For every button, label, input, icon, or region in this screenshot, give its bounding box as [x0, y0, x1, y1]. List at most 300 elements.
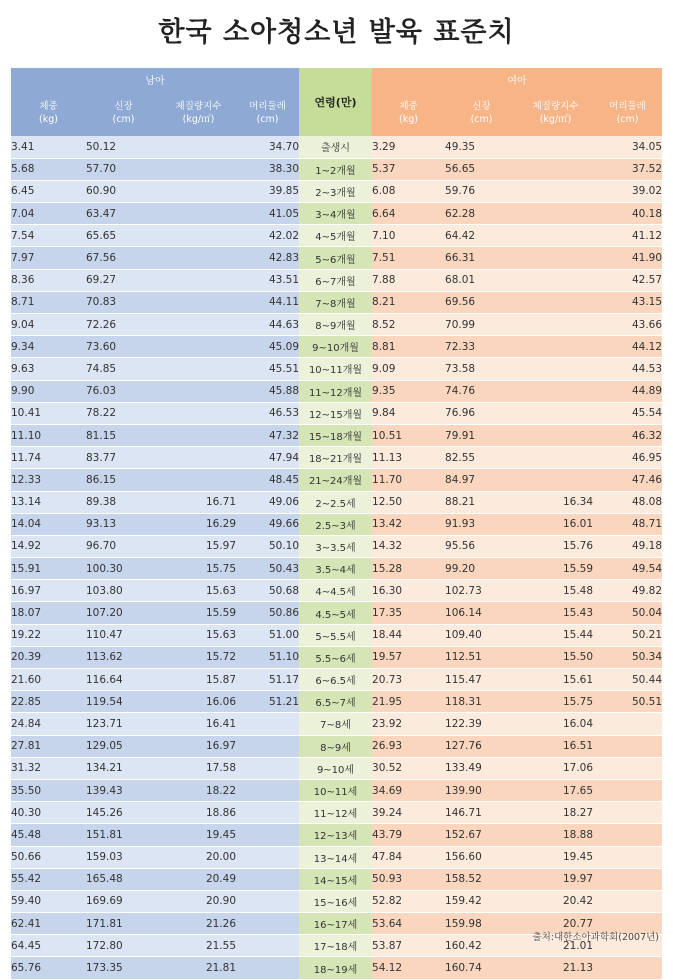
girl-bmi-cell: 16.34 [518, 491, 593, 513]
girl-weight-cell: 30.52 [372, 757, 445, 779]
boy-bmi-cell [161, 203, 236, 225]
boy-height-cell: 93.13 [86, 513, 161, 535]
boy-height-cell: 151.81 [86, 824, 161, 846]
girl-height-cell: 109.40 [445, 624, 518, 646]
header-label: 체중 [399, 101, 418, 112]
age-cell: 16~17세 [299, 913, 372, 935]
girl-bmi-cell: 15.50 [518, 646, 593, 668]
boy-bmi-cell: 15.63 [161, 624, 236, 646]
girl-bmi-cell: 15.61 [518, 669, 593, 691]
girl-bmi-cell [518, 402, 593, 424]
boy-weight-cell: 14.92 [11, 535, 86, 557]
girl-weight-cell: 34.69 [372, 779, 445, 801]
girl-head-cell: 50.04 [593, 602, 662, 624]
girl-head-cell: 39.02 [593, 180, 662, 202]
boy-bmi-cell: 16.06 [161, 691, 236, 713]
header-unit: (cm) [616, 114, 639, 125]
boy-weight-cell: 16.97 [11, 580, 86, 602]
girl-head-cell: 40.18 [593, 203, 662, 225]
boy-head-cell: 50.10 [236, 535, 299, 557]
boy-head-cell: 51.21 [236, 691, 299, 713]
girl-weight-cell: 5.37 [372, 158, 445, 180]
boy-weight-cell: 8.71 [11, 291, 86, 313]
girl-weight-cell: 6.08 [372, 180, 445, 202]
boy-weight-cell: 45.48 [11, 824, 86, 846]
table-row [11, 469, 662, 491]
girl-weight-cell: 7.51 [372, 247, 445, 269]
girl-weight-cell: 15.28 [372, 558, 445, 580]
boy-height-cell: 50.12 [86, 136, 161, 158]
age-cell: 13~14세 [299, 846, 372, 868]
girl-bmi-cell: 15.75 [518, 691, 593, 713]
boy-height-cell: 70.83 [86, 291, 161, 313]
boy-weight-cell: 7.97 [11, 247, 86, 269]
girl-weight-cell: 20.73 [372, 669, 445, 691]
girl-head-cell [593, 802, 662, 824]
girl-height-cell: 69.56 [445, 291, 518, 313]
header-label: 머리둘레 [609, 101, 646, 112]
boy-weight-cell: 64.45 [11, 935, 86, 957]
boy-height-cell: 173.35 [86, 957, 161, 979]
girl-height-cell: 158.52 [445, 868, 518, 890]
girl-head-cell: 46.95 [593, 447, 662, 469]
boy-weight-cell: 8.36 [11, 269, 86, 291]
boy-weight-cell: 14.04 [11, 513, 86, 535]
boy-height-cell: 171.81 [86, 913, 161, 935]
table-row [11, 158, 662, 180]
boy-head-cell: 49.66 [236, 513, 299, 535]
boy-weight-cell: 50.66 [11, 846, 86, 868]
girl-head-cell [593, 735, 662, 757]
age-cell: 6~6.5세 [299, 669, 372, 691]
girl-bmi-cell: 20.42 [518, 890, 593, 912]
girl-weight-cell: 17.35 [372, 602, 445, 624]
boy-head-cell: 42.83 [236, 247, 299, 269]
girl-height-cell: 74.76 [445, 380, 518, 402]
girl-weight-cell: 52.82 [372, 890, 445, 912]
girl-height-cell: 72.33 [445, 336, 518, 358]
table-row [11, 735, 662, 757]
girl-weight-header [372, 90, 445, 136]
boy-weight-cell: 20.39 [11, 646, 86, 668]
boy-height-cell: 113.62 [86, 646, 161, 668]
girl-weight-cell: 50.93 [372, 868, 445, 890]
boy-weight-cell: 65.76 [11, 957, 86, 979]
boy-bmi-cell: 20.90 [161, 890, 236, 912]
girl-head-cell: 34.05 [593, 136, 662, 158]
girl-bmi-cell: 17.06 [518, 757, 593, 779]
boy-height-cell: 159.03 [86, 846, 161, 868]
boy-height-cell: 65.65 [86, 225, 161, 247]
boy-height-cell: 116.64 [86, 669, 161, 691]
age-cell: 4~4.5세 [299, 580, 372, 602]
boy-height-cell: 60.90 [86, 180, 161, 202]
boy-head-cell: 38.30 [236, 158, 299, 180]
table-row [11, 291, 662, 313]
girl-bmi-cell: 18.88 [518, 824, 593, 846]
table-row [11, 491, 662, 513]
header-unit: (kg) [399, 114, 418, 125]
girl-weight-cell: 11.13 [372, 447, 445, 469]
girl-height-cell: 156.60 [445, 846, 518, 868]
age-cell: 5.5~6세 [299, 646, 372, 668]
boy-bmi-cell: 21.55 [161, 935, 236, 957]
boy-head-cell: 49.06 [236, 491, 299, 513]
table-row [11, 890, 662, 912]
girl-bmi-cell: 16.01 [518, 513, 593, 535]
girl-height-cell: 49.35 [445, 136, 518, 158]
boy-weight-cell: 19.22 [11, 624, 86, 646]
girl-height-cell: 112.51 [445, 646, 518, 668]
girl-weight-cell: 7.10 [372, 225, 445, 247]
age-cell: 3~4개월 [299, 203, 372, 225]
age-cell: 10~11세 [299, 779, 372, 801]
girl-bmi-cell: 19.97 [518, 868, 593, 890]
girl-height-cell: 99.20 [445, 558, 518, 580]
boy-head-cell: 34.70 [236, 136, 299, 158]
girl-bmi-cell [518, 291, 593, 313]
girl-head-cell: 46.32 [593, 424, 662, 446]
boy-weight-cell: 15.91 [11, 558, 86, 580]
boy-head-cell: 50.86 [236, 602, 299, 624]
girl-bmi-cell [518, 203, 593, 225]
age-cell: 18~19세 [299, 957, 372, 979]
age-cell: 3.5~4세 [299, 558, 372, 580]
boy-weight-header [11, 90, 86, 136]
girl-weight-cell: 18.44 [372, 624, 445, 646]
header-unit: (cm) [112, 114, 135, 125]
boy-weight-cell: 62.41 [11, 913, 86, 935]
girl-height-cell: 152.67 [445, 824, 518, 846]
age-cell: 9~10세 [299, 757, 372, 779]
boy-bmi-cell [161, 247, 236, 269]
boy-head-cell [236, 824, 299, 846]
boy-height-cell: 172.80 [86, 935, 161, 957]
growth-standards-table [11, 68, 662, 980]
girl-height-cell: 95.56 [445, 535, 518, 557]
girl-weight-cell: 3.29 [372, 136, 445, 158]
boy-weight-cell: 22.85 [11, 691, 86, 713]
header-label: 체중 [39, 101, 58, 112]
girl-bmi-cell: 15.76 [518, 535, 593, 557]
boy-bmi-cell [161, 180, 236, 202]
girl-height-cell: 68.01 [445, 269, 518, 291]
girl-height-cell: 82.55 [445, 447, 518, 469]
age-cell: 8~9세 [299, 735, 372, 757]
boy-head-cell: 51.00 [236, 624, 299, 646]
girl-weight-cell: 9.84 [372, 402, 445, 424]
age-cell: 11~12세 [299, 802, 372, 824]
girl-head-cell: 50.51 [593, 691, 662, 713]
boy-bmi-cell [161, 336, 236, 358]
girl-group-header: 여아 [372, 68, 662, 90]
source-note: 출처:대한소아과학회(2007년) [532, 932, 659, 943]
age-cell: 15~18개월 [299, 424, 372, 446]
girl-bmi-cell [518, 447, 593, 469]
boy-height-cell: 110.47 [86, 624, 161, 646]
girl-head-cell: 50.34 [593, 646, 662, 668]
boy-head-cell: 50.68 [236, 580, 299, 602]
boy-height-cell: 81.15 [86, 424, 161, 446]
girl-head-cell [593, 868, 662, 890]
table-row [11, 136, 662, 158]
girl-bmi-cell [518, 158, 593, 180]
girl-height-cell: 160.74 [445, 957, 518, 979]
boy-bmi-cell: 15.72 [161, 646, 236, 668]
girl-head-cell [593, 846, 662, 868]
age-cell: 4~5개월 [299, 225, 372, 247]
boy-bmi-cell: 20.00 [161, 846, 236, 868]
boy-head-cell: 42.02 [236, 225, 299, 247]
boy-bmi-cell: 16.71 [161, 491, 236, 513]
table-row [11, 558, 662, 580]
boy-weight-cell: 12.33 [11, 469, 86, 491]
girl-height-cell: 159.42 [445, 890, 518, 912]
girl-height-cell: 122.39 [445, 713, 518, 735]
boy-head-cell: 44.63 [236, 314, 299, 336]
header-label: 신장 [472, 101, 491, 112]
girl-bmi-cell [518, 336, 593, 358]
girl-bmi-cell [518, 314, 593, 336]
boy-weight-cell: 9.90 [11, 380, 86, 402]
age-cell: 10~11개월 [299, 358, 372, 380]
girl-bmi-cell [518, 269, 593, 291]
boy-height-cell: 165.48 [86, 868, 161, 890]
boy-height-cell: 107.20 [86, 602, 161, 624]
girl-weight-cell: 7.88 [372, 269, 445, 291]
boy-weight-cell: 13.14 [11, 491, 86, 513]
girl-bmi-cell [518, 469, 593, 491]
boy-weight-cell: 9.34 [11, 336, 86, 358]
boy-head-cell: 47.94 [236, 447, 299, 469]
boy-bmi-cell: 19.45 [161, 824, 236, 846]
girl-height-cell: 139.90 [445, 779, 518, 801]
girl-head-cell: 44.12 [593, 336, 662, 358]
age-cell: 17~18세 [299, 935, 372, 957]
boy-bmi-cell: 21.26 [161, 913, 236, 935]
age-cell: 8~9개월 [299, 314, 372, 336]
boy-head-cell: 47.32 [236, 424, 299, 446]
girl-head-cell: 44.89 [593, 380, 662, 402]
girl-height-cell: 118.31 [445, 691, 518, 713]
boy-bmi-cell [161, 158, 236, 180]
boy-head-cell [236, 713, 299, 735]
header-unit: (kg/㎡) [182, 114, 215, 125]
girl-weight-cell: 13.42 [372, 513, 445, 535]
girl-height-cell: 115.47 [445, 669, 518, 691]
age-cell: 18~21개월 [299, 447, 372, 469]
table-row [11, 402, 662, 424]
girl-height-cell: 64.42 [445, 225, 518, 247]
boy-height-cell: 67.56 [86, 247, 161, 269]
table-row [11, 868, 662, 890]
table-row [11, 447, 662, 469]
boy-weight-cell: 24.84 [11, 713, 86, 735]
table-row [11, 646, 662, 668]
girl-head-cell: 41.90 [593, 247, 662, 269]
boy-head-cell [236, 802, 299, 824]
boy-head-cell [236, 935, 299, 957]
girl-head-cell: 50.21 [593, 624, 662, 646]
girl-height-cell: 56.65 [445, 158, 518, 180]
boy-weight-cell: 9.63 [11, 358, 86, 380]
boy-head-cell: 46.53 [236, 402, 299, 424]
boy-bmi-cell: 15.63 [161, 580, 236, 602]
boy-height-cell: 63.47 [86, 203, 161, 225]
boy-bmi-cell [161, 469, 236, 491]
boy-head-cell: 43.51 [236, 269, 299, 291]
table-row [11, 513, 662, 535]
boy-bmi-cell [161, 291, 236, 313]
girl-height-cell: 62.28 [445, 203, 518, 225]
girl-weight-cell: 8.81 [372, 336, 445, 358]
girl-bmi-cell: 19.45 [518, 846, 593, 868]
boy-height-cell: 78.22 [86, 402, 161, 424]
boy-bmi-cell: 18.22 [161, 779, 236, 801]
age-cell: 2~3개월 [299, 180, 372, 202]
girl-bmi-cell: 18.27 [518, 802, 593, 824]
boy-bmi-cell [161, 424, 236, 446]
age-cell: 6~7개월 [299, 269, 372, 291]
age-cell: 5~6개월 [299, 247, 372, 269]
age-cell: 7~8세 [299, 713, 372, 735]
girl-bmi-cell [518, 358, 593, 380]
girl-bmi-cell: 16.51 [518, 735, 593, 757]
boy-bmi-cell: 21.81 [161, 957, 236, 979]
boy-height-cell: 145.26 [86, 802, 161, 824]
girl-bmi-cell [518, 225, 593, 247]
boy-weight-cell: 11.74 [11, 447, 86, 469]
girl-bmi-cell [518, 380, 593, 402]
girl-head-cell: 44.53 [593, 358, 662, 380]
boy-weight-cell: 11.10 [11, 424, 86, 446]
table-row [11, 180, 662, 202]
girl-weight-cell: 53.87 [372, 935, 445, 957]
girl-weight-cell: 54.12 [372, 957, 445, 979]
girl-height-cell: 146.71 [445, 802, 518, 824]
girl-head-cell: 49.54 [593, 558, 662, 580]
boy-head-cell [236, 846, 299, 868]
age-header: 연령(만) [299, 68, 372, 136]
boy-head-cell [236, 913, 299, 935]
table-body [11, 136, 662, 979]
girl-bmi-cell [518, 180, 593, 202]
boy-weight-cell: 9.04 [11, 314, 86, 336]
boy-group-header: 남아 [11, 68, 299, 90]
girl-height-header [445, 90, 518, 136]
girl-height-cell: 59.76 [445, 180, 518, 202]
girl-weight-cell: 8.21 [372, 291, 445, 313]
table-row [11, 336, 662, 358]
boy-weight-cell: 18.07 [11, 602, 86, 624]
girl-bmi-cell [518, 136, 593, 158]
age-cell: 14~15세 [299, 868, 372, 890]
girl-height-cell: 133.49 [445, 757, 518, 779]
girl-height-cell: 84.97 [445, 469, 518, 491]
girl-head-cell [593, 757, 662, 779]
age-cell: 6.5~7세 [299, 691, 372, 713]
boy-height-cell: 123.71 [86, 713, 161, 735]
girl-height-cell: 127.76 [445, 735, 518, 757]
table-row [11, 779, 662, 801]
girl-bmi-cell [518, 424, 593, 446]
boy-head-cell: 51.17 [236, 669, 299, 691]
girl-head-cell: 43.66 [593, 314, 662, 336]
age-cell: 12~13세 [299, 824, 372, 846]
girl-bmi-cell: 21.13 [518, 957, 593, 979]
boy-bmi-cell [161, 402, 236, 424]
boy-head-cell: 45.88 [236, 380, 299, 402]
boy-head-cell: 45.51 [236, 358, 299, 380]
boy-bmi-cell: 15.87 [161, 669, 236, 691]
boy-weight-cell: 35.50 [11, 779, 86, 801]
boy-bmi-cell: 16.97 [161, 735, 236, 757]
table-row [11, 225, 662, 247]
girl-weight-cell: 53.64 [372, 913, 445, 935]
girl-bmi-header [518, 90, 593, 136]
boy-bmi-cell [161, 225, 236, 247]
boy-head-cell [236, 779, 299, 801]
age-cell: 3~3.5세 [299, 535, 372, 557]
girl-height-cell: 88.21 [445, 491, 518, 513]
header-label: 체질량지수 [175, 101, 222, 112]
boy-bmi-cell: 15.97 [161, 535, 236, 557]
boy-bmi-cell: 16.41 [161, 713, 236, 735]
girl-head-cell: 47.46 [593, 469, 662, 491]
boy-head-cell: 39.85 [236, 180, 299, 202]
table-row [11, 203, 662, 225]
girl-head-cell: 48.08 [593, 491, 662, 513]
boy-weight-cell: 10.41 [11, 402, 86, 424]
boy-weight-cell: 7.54 [11, 225, 86, 247]
header-label: 머리둘레 [249, 101, 286, 112]
girl-weight-cell: 9.35 [372, 380, 445, 402]
boy-height-cell: 57.70 [86, 158, 161, 180]
boy-bmi-cell [161, 314, 236, 336]
age-cell: 12~15개월 [299, 402, 372, 424]
boy-height-cell: 76.03 [86, 380, 161, 402]
age-cell: 11~12개월 [299, 380, 372, 402]
boy-weight-cell: 7.04 [11, 203, 86, 225]
age-cell: 7~8개월 [299, 291, 372, 313]
age-cell: 1~2개월 [299, 158, 372, 180]
girl-weight-cell: 14.32 [372, 535, 445, 557]
table-row [11, 757, 662, 779]
girl-head-cell [593, 779, 662, 801]
boy-head-cell: 44.11 [236, 291, 299, 313]
table-row [11, 669, 662, 691]
header-label: 체질량지수 [532, 101, 579, 112]
table-row [11, 602, 662, 624]
boy-height-cell: 129.05 [86, 735, 161, 757]
girl-height-cell: 106.14 [445, 602, 518, 624]
boy-head-cell [236, 735, 299, 757]
girl-bmi-cell: 17.65 [518, 779, 593, 801]
boy-head-cell: 45.09 [236, 336, 299, 358]
table-row [11, 269, 662, 291]
boy-bmi-cell [161, 136, 236, 158]
girl-bmi-cell [518, 247, 593, 269]
girl-head-cell: 50.44 [593, 669, 662, 691]
girl-height-cell: 66.31 [445, 247, 518, 269]
girl-bmi-cell: 15.43 [518, 602, 593, 624]
boy-height-cell: 69.27 [86, 269, 161, 291]
table-row [11, 247, 662, 269]
age-cell: 2~2.5세 [299, 491, 372, 513]
girl-bmi-cell: 20.77 [518, 913, 593, 935]
boy-height-cell: 86.15 [86, 469, 161, 491]
boy-height-cell: 139.43 [86, 779, 161, 801]
